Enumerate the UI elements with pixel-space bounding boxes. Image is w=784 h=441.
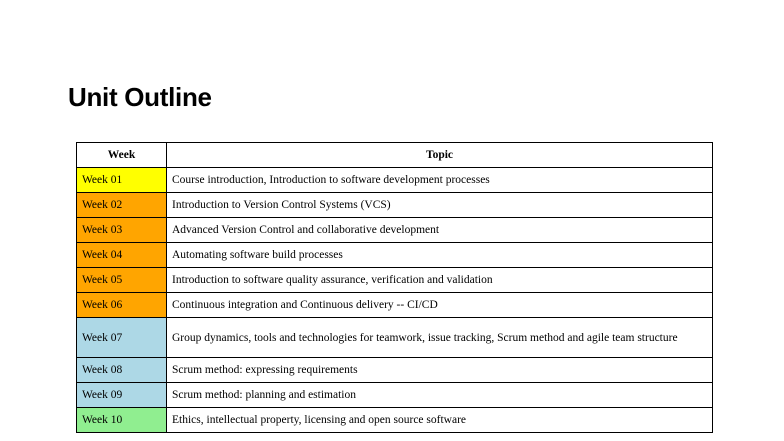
- table-row: [77, 408, 713, 433]
- table-header-row: [77, 143, 713, 168]
- table-row: [77, 218, 713, 243]
- week-cell: Week 06: [77, 293, 167, 318]
- week-cell: Week 03: [77, 218, 167, 243]
- topic-cell: Automating software build processes: [167, 243, 713, 268]
- topic-cell: Course introduction, Introduction to software development processes: [167, 168, 713, 193]
- topic-cell: Ethics, intellectual property, licensing and open source software: [167, 408, 713, 433]
- topic-cell: Introduction to Version Control Systems (VCS): [167, 193, 713, 218]
- table-row: [77, 243, 713, 268]
- table-row: [77, 193, 713, 218]
- topic-cell: Advanced Version Control and collaborative development: [167, 218, 713, 243]
- table-row: [77, 293, 713, 318]
- table-row: [77, 383, 713, 408]
- week-cell: Week 10: [77, 408, 167, 433]
- week-cell: Week 04: [77, 243, 167, 268]
- week-cell: Week 01: [77, 168, 167, 193]
- page-title: Unit Outline: [68, 82, 212, 112]
- week-cell: Week 09: [77, 383, 167, 408]
- unit-outline-table: [76, 142, 713, 433]
- topic-cell: Scrum method: planning and estimation: [167, 383, 713, 408]
- week-column-header: Week: [77, 143, 167, 168]
- week-cell: Week 07: [77, 318, 167, 358]
- topic-cell: Continuous integration and Continuous delivery -- CI/CD: [167, 293, 713, 318]
- table-row: [77, 168, 713, 193]
- table-row: [77, 358, 713, 383]
- topic-cell: Scrum method: expressing requirements: [167, 358, 713, 383]
- table-row: [77, 268, 713, 293]
- table-row: [77, 318, 713, 358]
- topic-cell: Introduction to software quality assurance, verification and validation: [167, 268, 713, 293]
- topic-column-header: Topic: [167, 143, 713, 168]
- week-cell: Week 05: [77, 268, 167, 293]
- week-cell: Week 02: [77, 193, 167, 218]
- week-cell: Week 08: [77, 358, 167, 383]
- topic-cell: Group dynamics, tools and technologies for teamwork, issue tracking, Scrum method and agile team structure: [167, 318, 713, 358]
